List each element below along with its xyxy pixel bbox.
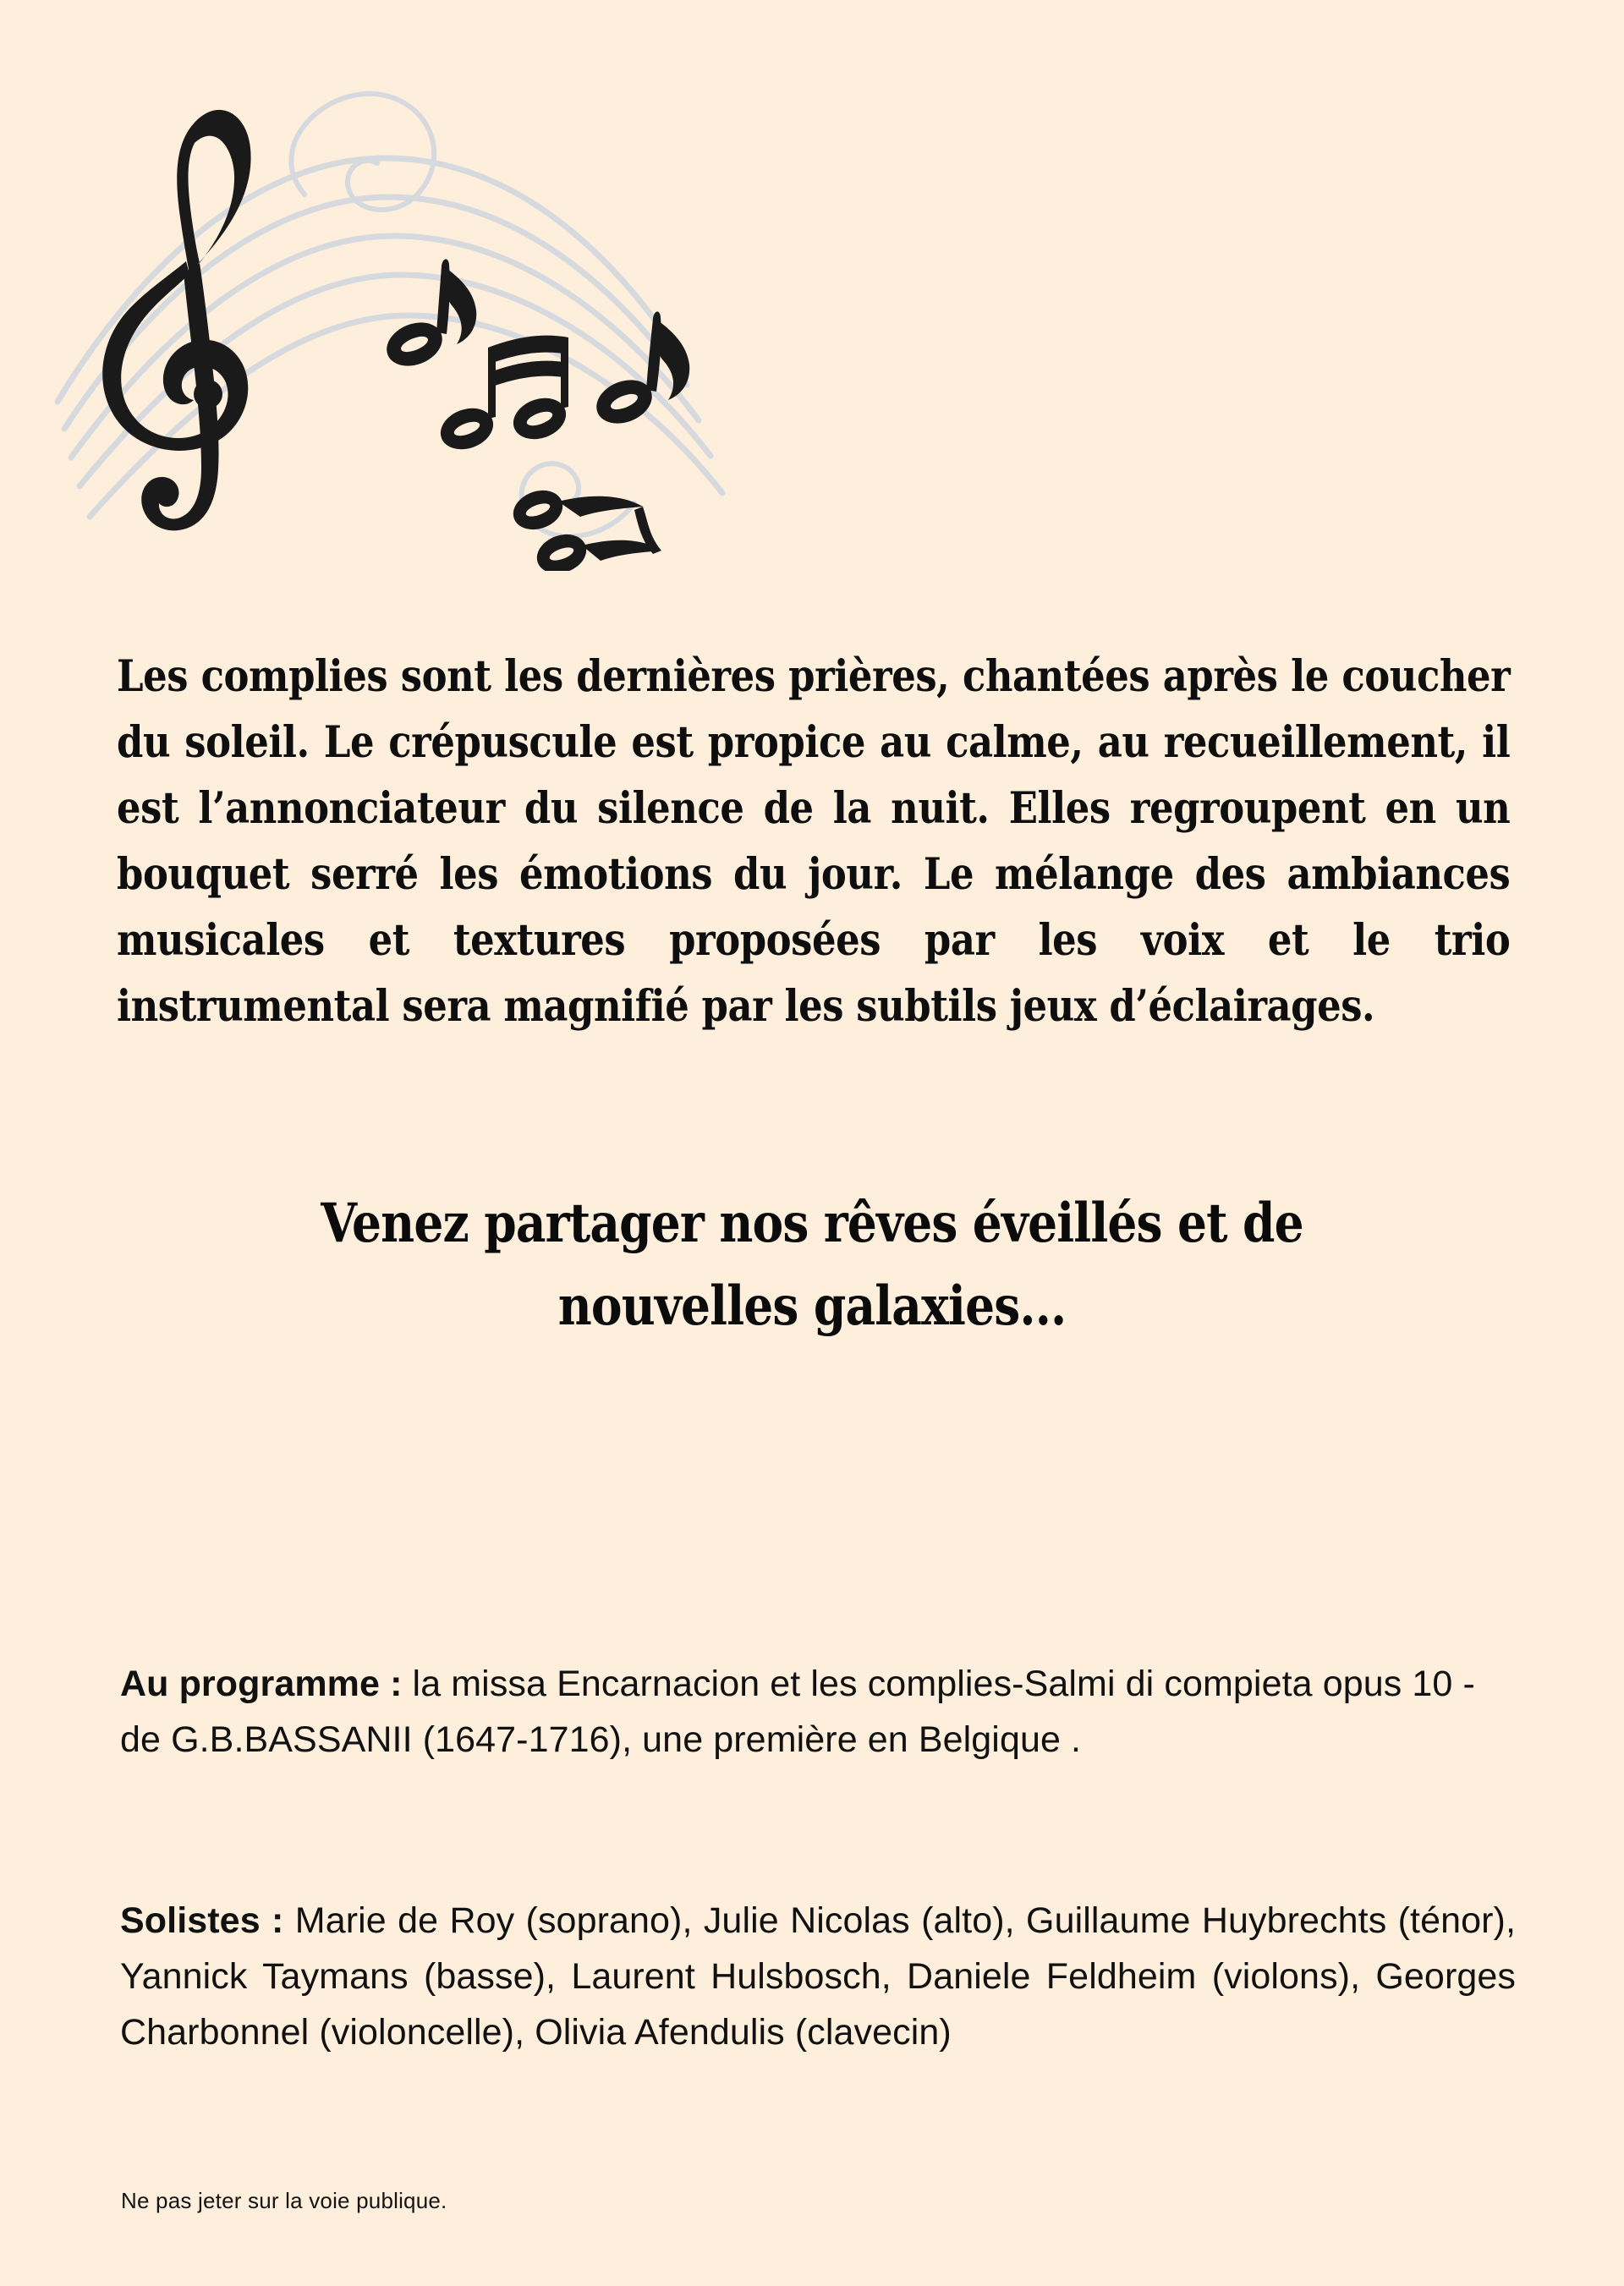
treble-clef-icon [102, 110, 250, 531]
solistes-body: Marie de Roy (soprano), Julie Nicolas (alto), Guillaume Huybrechts (ténor), Yannick Taymans (basse), Laurent Hulsbosch, Daniele Feldheim (violons), Georges Charbonnel (violoncelle), Olivia Afendulis (clavecin) [120, 1900, 1517, 2053]
staff-spiral-top-icon [291, 94, 434, 210]
intro-paragraph: Les complies sont les dernières prières, chantées après le coucher du soleil. Le crépuscule est propice au calme, au recueillement, il est l’annonciateur du silence de la nuit. Elles regroupent en un bouquet serré les émotions du jour. Le mélange des ambiances musicales et textures proposées par les voix et le trio instrumental sera magnifié par les subtils jeux d’éclairages. [117, 651, 1511, 1032]
programme-block [120, 1656, 1516, 1768]
programme-label: Au programme : [120, 1664, 403, 1704]
solistes-label: Solistes : [120, 1900, 284, 1941]
staff-lines-group [58, 158, 722, 517]
tagline-heading: Venez partager nos rêves éveillés et de nouvelles galaxies... [321, 1191, 1303, 1338]
music-illustration [51, 47, 744, 571]
beamed-note-pair-lower-icon [508, 484, 661, 571]
legal-notice: Ne pas jeter sur la voie publique. [121, 2188, 447, 2213]
programme-body: la missa Encarnacion et les complies-Salmi di compieta opus 10 - de G.B.BASSANII (1647-1716), une première en Belgique . [120, 1664, 1475, 1760]
solistes-block [120, 1893, 1516, 2060]
